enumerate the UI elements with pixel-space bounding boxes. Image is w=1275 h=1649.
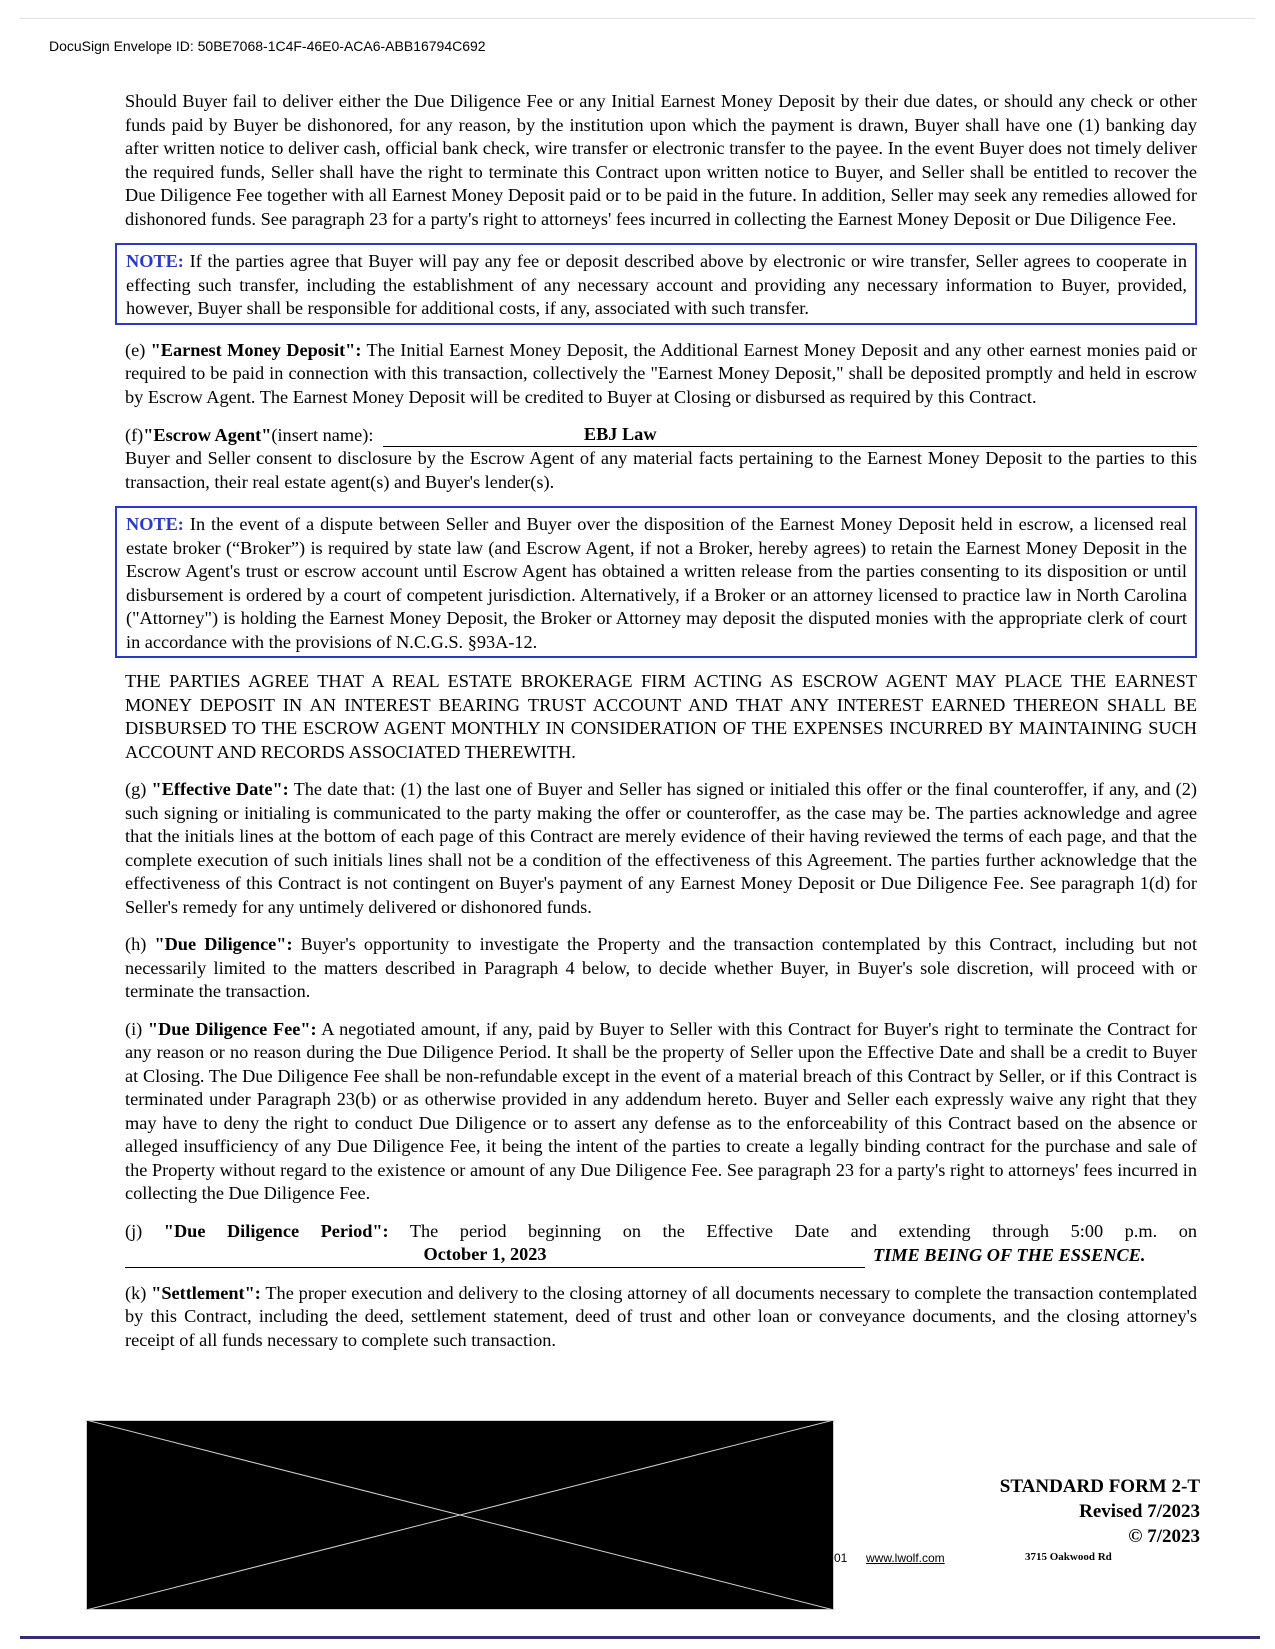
paragraph-i-prefix: (i) [125, 1018, 148, 1039]
docusign-envelope-id: DocuSign Envelope ID: 50BE7068-1C4F-46E0-ACA6-ABB16794C692 [49, 38, 486, 54]
note-label: NOTE: [126, 514, 184, 534]
due-diligence-date-line [125, 1243, 1197, 1268]
paragraph-e [125, 339, 1197, 410]
paragraph-j-prefix: (j) [125, 1220, 164, 1241]
redaction-cross-icon [86, 1420, 834, 1610]
paragraph-i-term: "Due Diligence Fee": [147, 1018, 317, 1039]
paragraph-f-prefix: (f) [125, 424, 144, 445]
top-divider [20, 18, 1255, 19]
paragraph-f-label: (insert name): [271, 424, 374, 445]
paragraph-h-text: Buyer's opportunity to investigate the Property and the transaction contemplated by this Contract, including but not necessarily limited to the matters described in Paragraph 4 below, to decide whether Buyer, in Buyer's sole discretion, will proceed with or terminate the transaction. [125, 934, 1198, 1001]
paragraph-k [125, 1282, 1197, 1353]
footer-url-link[interactable]: www.lwolf.com [866, 1551, 945, 1565]
paragraph-e-term: "Earnest Money Deposit": [150, 339, 362, 360]
paragraph-g [125, 778, 1197, 919]
form-name: STANDARD FORM 2-T [999, 1476, 1200, 1497]
footer-address: 3715 Oakwood Rd [1025, 1551, 1112, 1563]
due-diligence-date-value: October 1, 2023 [423, 1244, 547, 1264]
paragraph-g-prefix: (g) [125, 779, 152, 799]
paragraph-f-text: Buyer and Seller consent to disclosure by the Escrow Agent of any material facts pertaining to the Earnest Money Deposit to the parties to this transaction, their real estate agent(s) and Buyer's lender(s). [125, 448, 1197, 492]
note-text: If the parties agree that Buyer will pay any fee or deposit described above by electronic or wire transfer, Seller agrees to cooperate in effecting such transfer, including the establishment of any necessary account and providing any necessary information to Buyer, provided, however, Buyer shall be responsible for additional costs, if any, associated with such transfer. [126, 251, 1187, 318]
paragraph-h [125, 933, 1197, 1004]
paragraph-h-term: "Due Diligence": [154, 934, 293, 954]
note-label: NOTE: [126, 251, 184, 271]
paragraph-h-prefix: (h) [125, 934, 155, 954]
footer-fragment: 01 [834, 1551, 848, 1565]
paragraph-e-text: The Initial Earnest Money Deposit, the Additional Earnest Money Deposit and any other earnest monies paid or required to be paid in connection with this transaction, collectively the "Earnest Money Deposit," shall be deposited promptly and held in escrow by Escrow Agent. The Earnest Money Deposit will be credited to Buyer at Closing or disbursed as required by this Contract. [125, 339, 1197, 407]
paragraph-i-text: A negotiated amount, if any, paid by Buyer to Seller with this Contract for Buyer's right to terminate the Contract for any reason or no reason during the Due Diligence Period. It shall be the property of Seller upon the Effective Date and shall be a credit to Buyer at Closing. The Due Diligence Fee shall be non-refundable except in the event of a material breach of this Contract by Seller, or if this Contract is terminated under Paragraph 23(b) or as otherwise provided in any addendum hereto. Buyer and Seller each expressly waive any right that they may have to deny the right to conduct Due Diligence or to assert any defense as to the enforceability of this Contract based on the absence or alleged insufficiency of any Due Diligence Fee, it being the intent of the parties to create a legally binding contract for the purchase and sale of the Property without regard to the existence or amount of any Due Diligence Fee. See paragraph 23 for a party's right to attorneys' fees incurred in collecting the Due Diligence Fee. [125, 1018, 1197, 1203]
form-revised: Revised 7/2023 [1079, 1501, 1200, 1522]
paragraph-intro: Should Buyer fail to deliver either the Due Diligence Fee or any Initial Earnest Money Deposit by their due dates, or should any check or other funds paid by Buyer be dishonored, for any reason, by the institution upon which the payment is drawn, Buyer shall have one (1) banking day after written notice to deliver cash, official bank check, wire transfer or electronic transfer to the payee. In the event Buyer does not timely deliver the required funds, Seller shall have the right to terminate this Contract upon written notice to Buyer, and Seller shall be entitled to recover the Due Diligence Fee together with all Earnest Money Deposit paid or to be paid in the future. In addition, Seller may seek any remedies allowed for dishonored funds. See paragraph 23 for a party's right to attorneys' fees incurred in collecting the Earnest Money Deposit or Due Diligence Fee. [125, 91, 1197, 229]
paragraph-j-text: The period beginning on the Effective Date and extending through 5:00 p.m. on [388, 1220, 1197, 1241]
bottom-divider [20, 1636, 1260, 1639]
paragraph-i [125, 1018, 1197, 1206]
escrow-agent-value: EBJ Law [583, 424, 657, 444]
paragraph-j-term: "Due Diligence Period": [163, 1220, 389, 1241]
paragraph-g-text: The date that: (1) the last one of Buyer and Seller has signed or initialed this offer or the final counteroffer, if any, and (2) such signing or initialing is communicated to the party making the offer or counteroffer, as the case may be. The parties acknowledge and agree that the initials lines at the bottom of each page of this Contract are merely evidence of their having reviewed the terms of each page, and that the complete execution of such initials lines shall not be a condition of the effectiveness of this Agreement. The parties further acknowledge that the effectiveness of this Contract is not contingent on Buyer's payment of any Earnest Money Deposit or Due Diligence Fee. See paragraph 1(d) for Seller's remedy for any untimely delivered or dishonored funds. [125, 779, 1197, 917]
note-box-dispute [115, 506, 1197, 658]
note-text: In the event of a dispute between Seller and Buyer over the disposition of the Earnest Money Deposit held in escrow, a licensed real estate broker (“Broker”) is required by state law (and Escrow Agent, if not a Broker, hereby agrees) to retain the Earnest Money Deposit in the Escrow Agent's trust or escrow account until Escrow Agent has obtained a written release from the parties consenting to its disposition or until disbursement is ordered by a court of competent jurisdiction. Alternatively, if a Broker or an attorney licensed to practice law in North Carolina ("Attorney") is holding the Earnest Money Deposit, the Broker or Attorney may deposit the disputed monies with the appropriate clerk of court in accordance with the provisions of N.C.G.S. §93A-12. [126, 514, 1187, 652]
paragraph-f-field [125, 423, 1197, 447]
due-diligence-date-field[interactable] [125, 1243, 865, 1268]
form-identifier [1000, 1474, 1200, 1549]
redacted-initials-block [86, 1420, 834, 1610]
paragraph-k-term: "Settlement": [151, 1282, 261, 1303]
time-essence-text: TIME BEING OF THE ESSENCE. [873, 1245, 1146, 1265]
form-copyright: © 7/2023 [1128, 1526, 1200, 1547]
contract-body [125, 90, 1197, 1352]
paragraph-g-term: "Effective Date": [151, 779, 289, 799]
paragraph-k-prefix: (k) [125, 1282, 152, 1303]
note-box-transfer [115, 243, 1197, 325]
escrow-agent-field[interactable] [383, 423, 1197, 447]
caps-paragraph: THE PARTIES AGREE THAT A REAL ESTATE BROKERAGE FIRM ACTING AS ESCROW AGENT MAY PLACE THE EARNEST MONEY DEPOSIT IN AN INTEREST BEARING TRUST ACCOUNT AND THAT ANY INTEREST EARNED THEREON SHALL BE DISBURSED TO THE ESCROW AGENT MONTHLY IN CONSIDERATION OF THE EXPENSES INCURRED BY MAINTAINING SUCH ACCOUNT AND RECORDS ASSOCIATED THEREWITH. [125, 671, 1197, 762]
paragraph-e-prefix: (e) [125, 339, 151, 360]
paragraph-k-text: The proper execution and delivery to the closing attorney of all documents necessary to complete the transaction contemplated by this Contract, including the deed, settlement statement, deed of trust and other loan or conveyance documents, and the closing attorney's receipt of all funds necessary to complete such transaction. [125, 1282, 1197, 1350]
paragraph-f-term: "Escrow Agent" [143, 424, 272, 445]
paragraph-j [125, 1220, 1197, 1244]
